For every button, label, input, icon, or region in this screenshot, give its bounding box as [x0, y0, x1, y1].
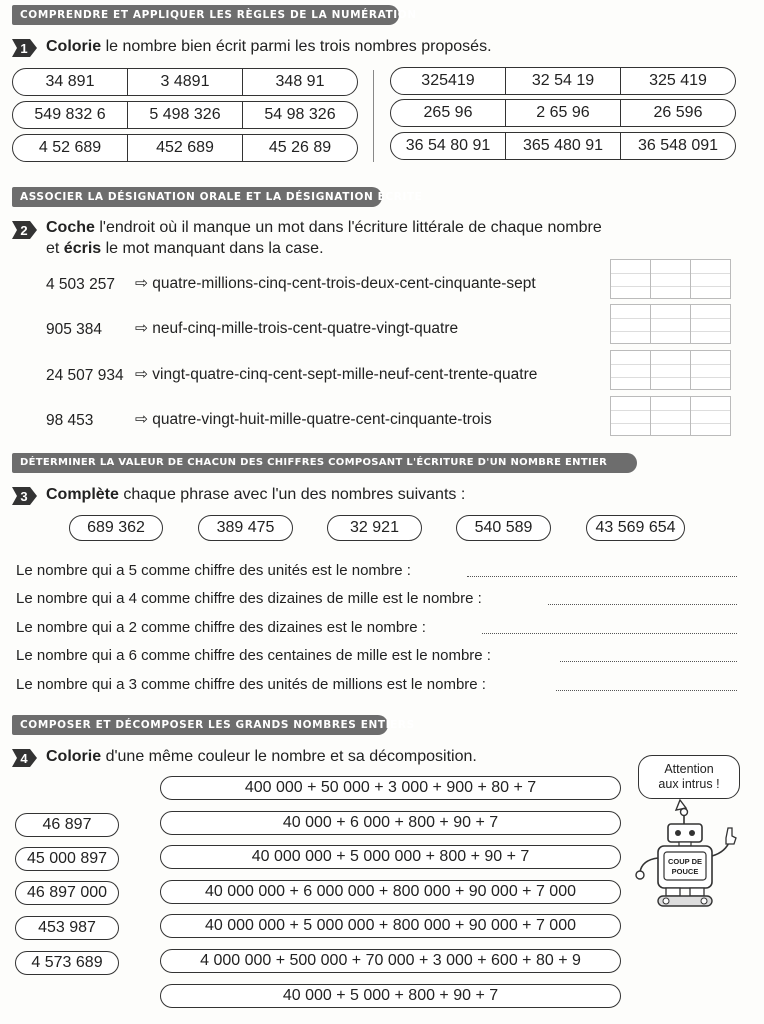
decomposition[interactable]: 40 000 + 6 000 + 800 + 90 + 7 — [160, 811, 621, 835]
number-choice[interactable]: 5 498 326 — [127, 102, 242, 128]
fill-in-sentence: Le nombre qui a 6 comme chiffre des centaines de mille est le nombre : — [16, 647, 491, 664]
bubble-text-line2: aux intrus ! — [658, 777, 720, 791]
candidate-number: 32 921 — [327, 515, 422, 541]
bubble-text-line1: Attention — [664, 762, 714, 776]
decomposition[interactable]: 40 000 000 + 6 000 000 + 800 000 + 90 000 + 7 000 — [160, 880, 621, 904]
number-choice-row — [12, 134, 358, 162]
number-to-match[interactable]: 46 897 — [15, 813, 119, 837]
exercise-number-badge — [12, 220, 38, 240]
number-choice-row — [390, 67, 736, 95]
fill-in-sentence: Le nombre qui a 4 comme chiffre des dizaines de mille est le nombre : — [16, 590, 482, 607]
decomposition[interactable]: 40 000 000 + 5 000 000 + 800 + 90 + 7 — [160, 845, 621, 869]
answer-line[interactable] — [482, 633, 737, 634]
section-banner-numeration: COMPRENDRE ET APPLIQUER LES RÈGLES DE LA NUMÉRATION — [12, 5, 399, 25]
exercise-4-instruction: Colorie d'une même couleur le nombre et sa décomposition. — [46, 748, 477, 765]
number-choice[interactable]: 549 832 6 — [34, 106, 106, 123]
number-choice[interactable]: 36 54 80 91 — [405, 137, 491, 154]
answer-line[interactable] — [556, 690, 737, 691]
number-choice[interactable]: 325 419 — [620, 68, 735, 94]
exercise-number-badge — [12, 486, 38, 506]
svg-text:3: 3 — [20, 489, 28, 504]
exercise-number-badge — [12, 748, 38, 768]
number-choice[interactable]: 452 689 — [127, 135, 242, 161]
number-in-words[interactable]: ⇨ quatre-millions-cinq-cent-trois-deux-cent-cinquante-sept — [135, 275, 536, 292]
number-to-match[interactable]: 46 897 000 — [15, 881, 119, 905]
answer-line[interactable] — [467, 576, 737, 577]
exercise-3-instruction: Complète chaque phrase avec l'un des nombres suivants : — [46, 486, 466, 503]
answer-box[interactable] — [610, 396, 731, 436]
candidate-number: 540 589 — [456, 515, 551, 541]
number-choice[interactable]: 265 96 — [423, 104, 473, 121]
fill-in-sentence: Le nombre qui a 5 comme chiffre des unités est le nombre : — [16, 562, 411, 579]
number-choice[interactable]: 54 98 326 — [242, 102, 357, 128]
decomposition[interactable]: 40 000 + 5 000 + 800 + 90 + 7 — [160, 984, 621, 1008]
number-to-match[interactable]: 45 000 897 — [15, 847, 119, 871]
section-banner-valeur-chiffres: DÉTERMINER LA VALEUR DE CHACUN DES CHIFFRES COMPOSANT L'ÉCRITURE D'UN NOMBRE ENTIER — [12, 453, 637, 473]
hint-speech-bubble — [638, 755, 740, 799]
written-number: 24 507 934 — [46, 367, 124, 384]
number-choice[interactable]: 34 891 — [45, 73, 95, 90]
exercise-2-instruction-line1: Coche l'endroit où il manque un mot dans l'écriture littérale de chaque nombre — [46, 219, 602, 236]
number-choice-row — [12, 101, 358, 129]
number-to-match[interactable]: 453 987 — [15, 916, 119, 940]
fill-in-sentence: Le nombre qui a 2 comme chiffre des dizaines est le nombre : — [16, 619, 426, 636]
exercise-2-instruction-line2: et écris le mot manquant dans la case. — [46, 240, 324, 257]
exercise-1-instruction: Colorie le nombre bien écrit parmi les trois nombres proposés. — [46, 38, 492, 55]
number-choice[interactable]: 2 65 96 — [505, 100, 620, 126]
exercise-number-badge — [12, 38, 38, 58]
number-choice[interactable]: 325419 — [421, 72, 475, 89]
fill-in-sentence: Le nombre qui a 3 comme chiffre des unités de millions est le nombre : — [16, 676, 486, 693]
answer-line[interactable] — [548, 604, 737, 605]
number-choice[interactable]: 32 54 19 — [505, 68, 620, 94]
number-choice-row — [12, 68, 358, 96]
svg-text:POUCE: POUCE — [671, 867, 699, 876]
answer-line[interactable] — [560, 661, 737, 662]
written-number: 905 384 — [46, 321, 103, 338]
column-divider — [373, 70, 374, 162]
candidate-number: 689 362 — [69, 515, 163, 541]
section-banner-designation: ASSOCIER LA DÉSIGNATION ORALE ET LA DÉSIGNATION ÉCRITE — [12, 187, 382, 207]
written-number: 98 453 — [46, 412, 94, 429]
decomposition[interactable]: 4 000 000 + 500 000 + 70 000 + 3 000 + 600 + 80 + 9 — [160, 949, 621, 973]
robot-mascot-icon — [632, 800, 744, 912]
number-in-words[interactable]: ⇨ quatre-vingt-huit-mille-quatre-cent-cinquante-trois — [135, 411, 492, 428]
answer-box[interactable] — [610, 259, 731, 299]
answer-box[interactable] — [610, 304, 731, 344]
decomposition[interactable]: 40 000 000 + 5 000 000 + 800 000 + 90 000 + 7 000 — [160, 914, 621, 938]
number-choice-row — [390, 99, 736, 127]
number-in-words[interactable]: ⇨ neuf-cinq-mille-trois-cent-quatre-vingt-quatre — [135, 320, 459, 337]
section-banner-composer: COMPOSER ET DÉCOMPOSER LES GRANDS NOMBRES ENTIERS — [12, 715, 388, 735]
svg-text:COUP DE: COUP DE — [667, 857, 703, 866]
candidate-number: 389 475 — [198, 515, 293, 541]
written-number: 4 503 257 — [46, 276, 115, 293]
number-choice[interactable]: 45 26 89 — [242, 135, 357, 161]
svg-text:1: 1 — [20, 41, 28, 56]
number-choice[interactable]: 348 91 — [242, 69, 357, 95]
number-choice[interactable]: 36 548 091 — [620, 133, 735, 159]
number-choice[interactable]: 365 480 91 — [505, 133, 620, 159]
number-in-words[interactable]: ⇨ vingt-quatre-cinq-cent-sept-mille-neuf-cent-trente-quatre — [135, 366, 538, 383]
svg-text:2: 2 — [20, 223, 28, 238]
number-choice-row — [390, 132, 736, 160]
svg-text:4: 4 — [20, 751, 28, 766]
decomposition[interactable]: 400 000 + 50 000 + 3 000 + 900 + 80 + 7 — [160, 776, 621, 800]
candidate-number: 43 569 654 — [586, 515, 685, 541]
number-choice[interactable]: 3 4891 — [127, 69, 242, 95]
answer-box[interactable] — [610, 350, 731, 390]
number-choice[interactable]: 4 52 689 — [38, 139, 102, 156]
number-to-match[interactable]: 4 573 689 — [15, 951, 119, 975]
number-choice[interactable]: 26 596 — [620, 100, 735, 126]
